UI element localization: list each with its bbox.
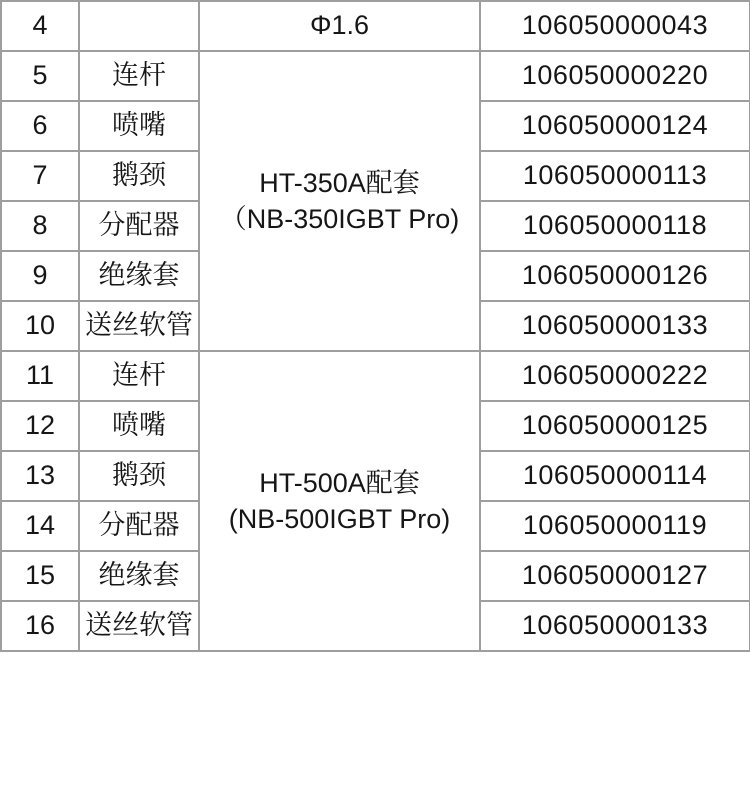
part-code-cell: 106050000126 — [480, 251, 750, 301]
kit-group-line2: （NB-350IGBT Pro) — [219, 204, 460, 234]
part-code-cell: 106050000133 — [480, 601, 750, 651]
part-name-cell: 分配器 — [79, 501, 199, 551]
part-code-cell: 106050000114 — [480, 451, 750, 501]
part-code-cell: 106050000119 — [480, 501, 750, 551]
kit-group-cell-ht350 — [199, 51, 480, 351]
table-row — [1, 51, 750, 101]
row-number-cell: 9 — [1, 251, 79, 301]
row-number-cell: 5 — [1, 51, 79, 101]
table-row — [1, 351, 750, 401]
kit-group-line1: HT-350A配套 — [259, 168, 420, 198]
part-name-cell: 绝缘套 — [79, 251, 199, 301]
part-code-cell: 106050000124 — [480, 101, 750, 151]
kit-group-line2: (NB-500IGBT Pro) — [228, 504, 451, 534]
part-code-cell: 106050000113 — [480, 151, 750, 201]
part-code-cell: 106050000118 — [480, 201, 750, 251]
row-number-cell: 14 — [1, 501, 79, 551]
part-name-cell: 鹅颈 — [79, 151, 199, 201]
part-code-cell: 106050000125 — [480, 401, 750, 451]
part-code-cell: 106050000127 — [480, 551, 750, 601]
part-name-cell: 连杆 — [79, 51, 199, 101]
row-number-cell: 16 — [1, 601, 79, 651]
part-code-cell: 106050000222 — [480, 351, 750, 401]
part-code-cell: 106050000133 — [480, 301, 750, 351]
row-number-cell: 8 — [1, 201, 79, 251]
part-name-cell: 分配器 — [79, 201, 199, 251]
part-name-cell: 鹅颈 — [79, 451, 199, 501]
row-number-cell: 10 — [1, 301, 79, 351]
table-row — [1, 1, 750, 51]
part-name-cell: 送丝软管 — [79, 301, 199, 351]
part-code-cell: 106050000043 — [480, 1, 750, 51]
part-name-cell: 喷嘴 — [79, 101, 199, 151]
part-name-cell — [79, 1, 199, 51]
row-number-cell: 6 — [1, 101, 79, 151]
part-name-cell: 送丝软管 — [79, 601, 199, 651]
row-number-cell: 11 — [1, 351, 79, 401]
row-number-cell: 15 — [1, 551, 79, 601]
kit-group-cell-ht500 — [199, 351, 480, 651]
part-name-cell: 连杆 — [79, 351, 199, 401]
kit-group-line1: HT-500A配套 — [259, 468, 420, 498]
part-name-cell: 绝缘套 — [79, 551, 199, 601]
part-name-cell: 喷嘴 — [79, 401, 199, 451]
part-code-cell: 106050000220 — [480, 51, 750, 101]
row-number-cell: 4 — [1, 1, 79, 51]
row-number-cell: 12 — [1, 401, 79, 451]
row-number-cell: 13 — [1, 451, 79, 501]
row-number-cell: 7 — [1, 151, 79, 201]
diameter-cell: Φ1.6 — [199, 1, 480, 51]
